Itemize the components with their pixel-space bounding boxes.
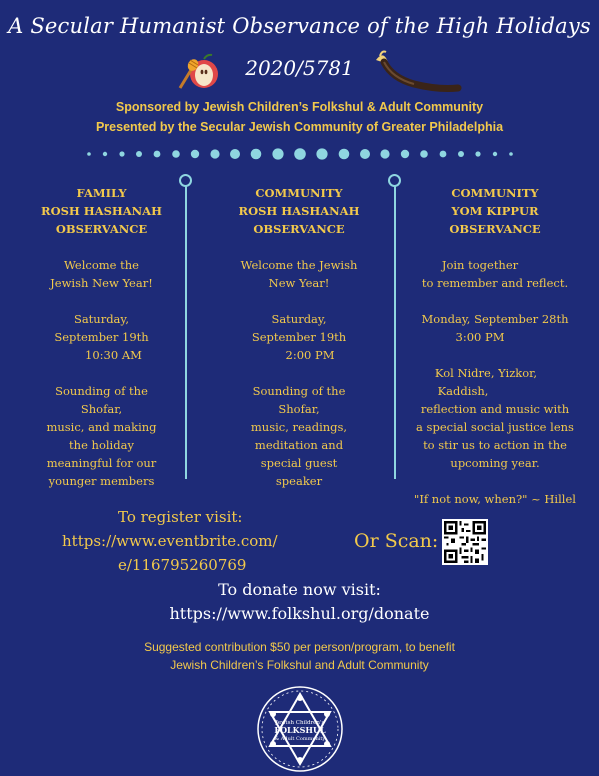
hillel-quote: "If not now, when?" ~ Hillel — [414, 492, 576, 506]
column-heading: FAMILY ROSH HASHANAH OBSERVANCE — [41, 186, 162, 236]
column-date-time: Saturday, September 19th 10:30 AM — [54, 312, 149, 362]
sponsor-line: Sponsored by Jewish Children’s Folkshul & Adult Community — [115, 100, 484, 114]
column-details: Sounding of the Shofar, music, readings, meditation and special guest speaker — [250, 384, 348, 488]
scan-label: Or Scan: — [354, 530, 439, 552]
folkshul-logo — [255, 684, 345, 774]
register-link[interactable]: https://www.eventbrite.com/ — [62, 532, 278, 550]
yom-kippur-column — [412, 184, 578, 508]
suggested-contribution: Suggested contribution $50 per person/program, to benefit — [144, 640, 455, 654]
divider-ring — [179, 174, 192, 187]
column-welcome: Join together to remember and reflect. — [421, 258, 569, 290]
column-welcome: Welcome the Jewish New Year! — [50, 258, 153, 290]
column-divider — [394, 176, 396, 479]
logo-line-2: FOLKSHUL — [274, 725, 326, 735]
family-rosh-hashanah-column — [34, 184, 169, 490]
flyer-year: 2020/5781 — [245, 56, 354, 80]
column-details: Sounding of the Shofar, music, and making the holiday meaningful for our younger members — [46, 384, 157, 488]
dot-divider — [85, 146, 515, 162]
column-welcome: Welcome the Jewish New Year! — [240, 258, 358, 290]
presenter-line: Presented by the Secular Jewish Community of Greater Philadelphia — [95, 120, 504, 134]
qr-code-icon[interactable] — [442, 519, 488, 565]
donate-link[interactable]: https://www.folkshul.org/donate — [169, 604, 430, 623]
logo-line-1: Jewish Children's — [275, 720, 325, 726]
column-date-time: Monday, September 28th 3:00 PM — [421, 312, 569, 344]
column-date-time: Saturday, September 19th 2:00 PM — [251, 312, 347, 362]
logo-line-3: & Adult Community — [274, 736, 326, 742]
shofar-icon — [372, 50, 462, 98]
column-details: Kol Nidre, Yizkor, Kaddish, reflection and music with a special social justice lens to stir us to action in the upcoming year. — [416, 366, 574, 470]
column-heading: COMMUNITY ROSH HASHANAH OBSERVANCE — [238, 186, 360, 236]
register-label: To register visit: — [118, 508, 243, 526]
beneficiary-line: Jewish Children’s Folkshul and Adult Community — [170, 658, 429, 672]
donate-label: To donate now visit: — [218, 580, 381, 599]
column-heading: COMMUNITY YOM KIPPUR OBSERVANCE — [449, 186, 541, 236]
column-divider — [185, 176, 187, 479]
flyer-title: A Secular Humanist Observance of the High Holidays — [8, 14, 591, 38]
community-rosh-hashanah-column — [228, 184, 370, 490]
register-link-continued[interactable]: e/116795260769 — [118, 556, 247, 574]
divider-ring — [388, 174, 401, 187]
